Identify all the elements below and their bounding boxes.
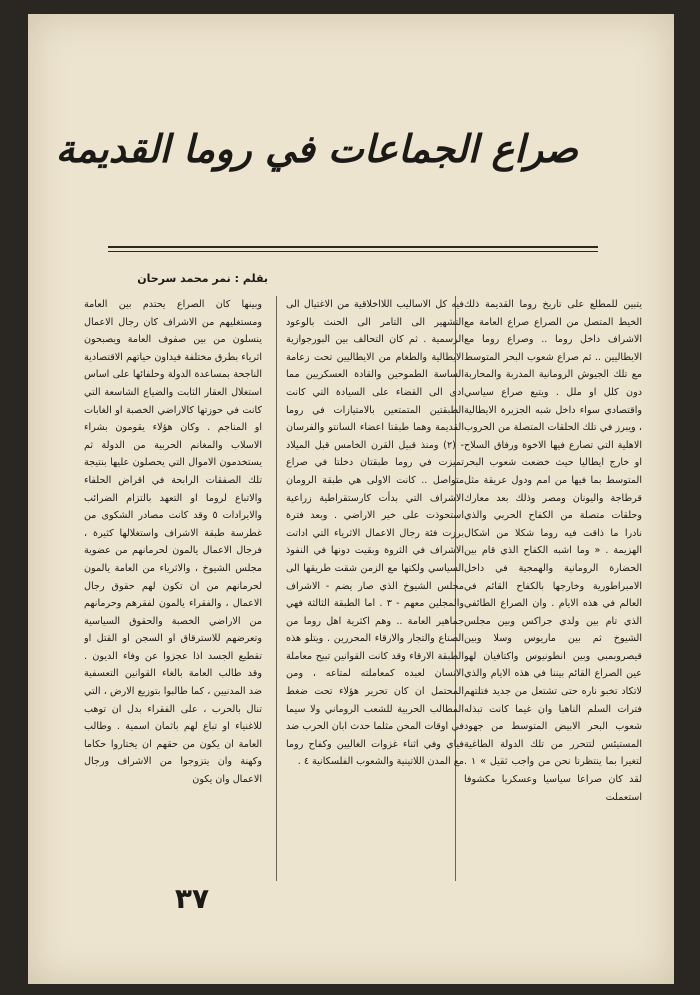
page-number: ٣٧ xyxy=(174,882,210,915)
article-title: صراع الجماعات في روما القديمة xyxy=(55,126,578,171)
title-divider-thin xyxy=(108,251,598,252)
column-divider xyxy=(276,296,277,881)
text-column-middle xyxy=(286,296,464,886)
author-byline: بقلم : نمر محمد سرحان xyxy=(137,272,268,285)
column-middle-text: فيه كل الاساليب اللااخلاقية من الاغتيال الى التشهير الى التامر الى الحنث بالوعود الرسمية . ثم كان التحالف بين البورجوازية الايطالية والطغام من الايطاليين تحت زعامة الساسة الطموحين والقادة العسكريين مما ادى الى القضاء على السيادة التي كانت الطبقتين المتمتعين بالامتيازات في روما القديمة وهما طبقتا اعضاء السانتو والفرسان - (٢) ومنذ قبيل القرن الخامس قبل الميلاد تميزت في روما طبقتان دخلتا في صراع متواصل .. كانت الاولى هي طبقة الرومان الاشراف التي بدأت كارستقراطية زراعية استحوذت على خير الاراضي . وبعد فترة برزت فئة رجال الاعمال الاثرياء التي اداتت الاشراف في الثروة وبقيت دونها في النفوذ السياسي ولكنها مع الزمن شقت طريقها الى مجلس الشيوخ الذي صار يضم - الاشراف والمجلين معهم - ٣ . اما الطبقة الثالثة فهي جماهير العامة .. وهم اكثرية اهل روما من الصناع والتجار والارقاء المحررين . ويتلو هذه الطبقة الارقاء وقد كانت القوانين تبيح معاملة الانسان لعبده كمعاملته لمتاعه ، ومن المحتمل ان كان تحرير هؤلاء تحت ضغط المطالب الحربية للشعب الروماني ولا سيما في اوقات المحن مثلما حدث ابان الحرب ضد فياي وفي اثناء غزوات الغاليين وكفاح روما مع المدن اللاتينية والشعوب الفلسكانية ٤ . xyxy=(286,299,464,768)
text-column-right xyxy=(464,296,642,886)
text-column-left xyxy=(84,296,262,886)
title-divider xyxy=(108,246,598,248)
magazine-page xyxy=(28,14,674,984)
column-left-text: وبينها كان الصراع يحتدم بين العامة ومستغليهم من الاشراف كان رجال الاعمال ينسلون من بين صفوف العامة ويصبحون اثرياء بطرق مختلفة فيداون حياتهم الاقتصادية الناجحة بمساعدة الدولة وحلفائها على اساس استغلال العقار الثابت والضياع الشاسعة التي كانت في حوزتها كالاراضي الخصبة او الغابات او المناجم . وكان هؤلاء يقومون بشراء الاسلاب والمغانم الحربية من الدولة ثم يستخدمون الاموال التي يحصلون عليها بنتيجة تلك الصفقات الرابحة في اقراض الحلفاء والاتباع لروما او التعهد بالتزام الضرائب والايرادات ٥ وقد كانت مصادر الشكوى من غطرسة طبقة الاشراف واستغلالها كثيرة ، فرجال الاعمال يالمون لحرمانهم من عضوية مجلس الشيوخ ، والاثرياء من العامة يالمون لحرمانهم من ان تكون لهم حقوق رجال الاعمال ، والفقراء يالمون لفقرهم وحرمانهم من الاراضي الخصبة والحقوق السياسية وتعرضهم للاسترقاق او السجن او القتل او تقطيع الجسد اذا عجزوا عن وفاء الديون . وقد طالب العامة بالغاء القوانين التعسفية ضد المدنيين ، كما طالبوا بتوزيع الارض ، التي تنال بالحرب ، على الفقراء بدل ان توهب للاغنياء او تباع لهم باثمان اسمية . وطالب العامة ان يكون من حقهم ان يختاروا حكاما وكهنة وان يتزوجوا من الاشراف ورجال الاعمال وان يكون xyxy=(84,299,262,786)
column-right-text: يتبين للمطلع على تاريخ روما القديمة ذلك الخيط المتصل من الصراع صراع العامة مع الاشراف داخل روما .. وصراع روما مع الايطاليين .. ثم صراع شعوب البحر المتوسط مع تلك الجيوش الرومانية المدربة والمحاربة دون كلل او ملل . ويتبع صراع سياسي واقتصادي سواء داخل شبه الجزيرة الايطالية ، ويبرز في تلك الحلقات المتصلة من الحروب الاهلية التي تصارع فيها الاخوة ورفاق السلاح او خارج ايطاليا حيث خضعت شعوب البحر المتوسط بما فيها من امم ودول عريقة مثل قرطاجة واليونان ومصر وذلك بعد معارك وحلقات متصلة من الكفاح الحربي والذي نادرا ما ذاقت فيه روما شكلا من اشكال الهزيمة . « وما اشبه الكفاح الذي قام بين الحضارة الرومانية والهمجية في داخل الامبراطورية وخارجها بالكفاح القائم في العالم في هذه الايام . وان الصراع الطائفي الذي تام بين ولدي جراكس وبين مجلس الشيوخ ثم بين ماريوس وسلا وبين قيصروبمبي وبين انطونيوس واكتافيان لهو عين الصراع القائم بيننا في هذه الايام والذي لاتكاد تخبو ناره حتى تشتعل من جديد فتلتهم فترات السلم الناهبا وان غيما كانت تبذله شعوب البحر الابيض المتوسط من جهود المستيئس لتتحرر من تلك الدولة الطاغية لتغيرا بما ينتظرنا نحن من واجب ثقيل » ١ . لقد كان صراعا سياسيا وعسكريا مكشوفا استعملت xyxy=(464,299,642,803)
